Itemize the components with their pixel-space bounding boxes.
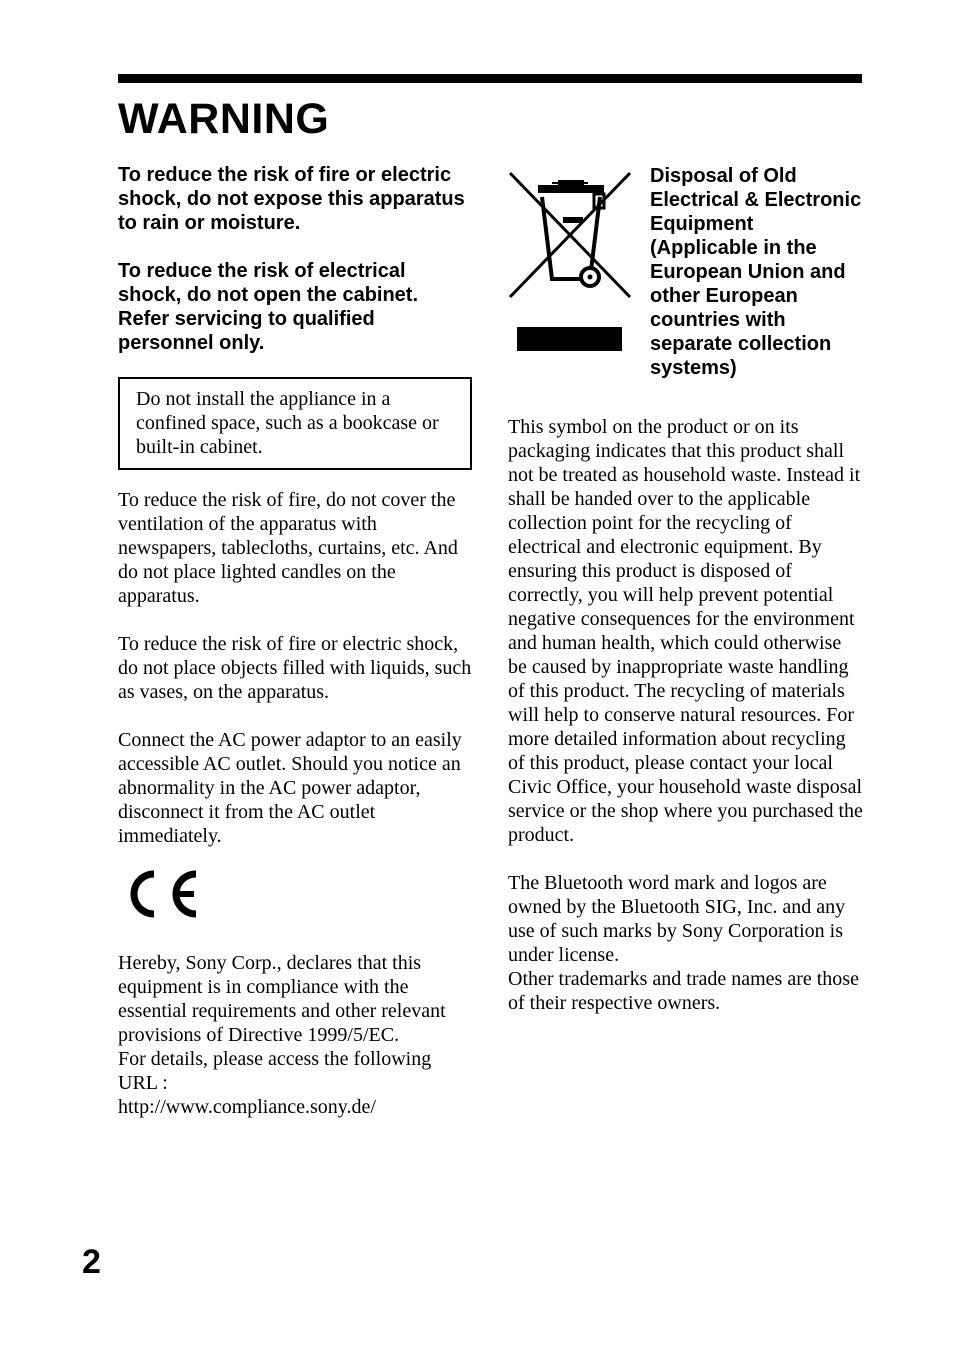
weee-heading: Disposal of Old Electrical & Electronic Equipment (Applicable in the European Union and other European countries with separate collection systems) xyxy=(650,165,862,379)
weee-section xyxy=(508,163,864,405)
trademarks-notice: Other trademarks and trade names are those of their respective owners. xyxy=(508,968,859,1014)
installation-notice-box xyxy=(118,377,472,470)
bluetooth-notice: The Bluetooth word mark and logos are owned by the Bluetooth SIG, Inc. and any use of such marks by Sony Corporation is under license. xyxy=(508,872,846,966)
ventilation-paragraph: To reduce the risk of fire, do not cover the ventilation of the apparatus with newspapers, tablecloths, curtains, etc. And do not place lighted candles on the apparatus. xyxy=(118,489,458,607)
cabinet-warning: To reduce the risk of electrical shock, do not open the cabinet. Refer servicing to qualified personnel only. xyxy=(118,260,419,354)
ac-adaptor-paragraph: Connect the AC power adaptor to an easily accessible AC outlet. Should you notice an abnormality in the AC power adaptor, disconnect it from the AC outlet immediately. xyxy=(118,729,462,847)
page-title: WARNING xyxy=(118,95,330,143)
top-rule xyxy=(118,74,862,83)
installation-notice: Do not install the appliance in a confined space, such as a bookcase or built-in cabinet. xyxy=(136,388,439,458)
weee-body-paragraph: This symbol on the product or on its packaging indicates that this product shall not be treated as household waste. Instead it shall be handed over to the applicable collection point for the recycling of electrical and electronic equipment. By ensuring this product is disposed of correctly, you will help prevent potential negative consequences for the environment and human health, which could otherwise be caused by inappropriate waste handling of this product. The recycling of materials will help to conserve natural resources. For more detailed information about recycling of this product, please contact your local Civic Office, your household waste disposal service or the shop where you purchased the product. xyxy=(508,416,863,846)
moisture-warning: To reduce the risk of fire or electric shock, do not expose this apparatus to rain or moisture. xyxy=(118,164,465,234)
details-line: For details, please access the following URL : xyxy=(118,1048,432,1094)
page-number: 2 xyxy=(82,1243,101,1281)
right-column xyxy=(508,163,864,1015)
left-column xyxy=(118,163,473,1119)
liquids-paragraph: To reduce the risk of fire or electric shock, do not place objects filled with liquids, such as vases, on the apparatus. xyxy=(118,633,472,703)
crossed-out-wheelie-bin-icon xyxy=(508,167,632,357)
ce-mark-icon xyxy=(124,866,200,922)
declaration-paragraph: Hereby, Sony Corp., declares that this equipment is in compliance with the essential requirements and other relevant provisions of Directive 1999/5/EC. xyxy=(118,952,446,1046)
compliance-url: http://www.compliance.sony.de/ xyxy=(118,1096,376,1118)
